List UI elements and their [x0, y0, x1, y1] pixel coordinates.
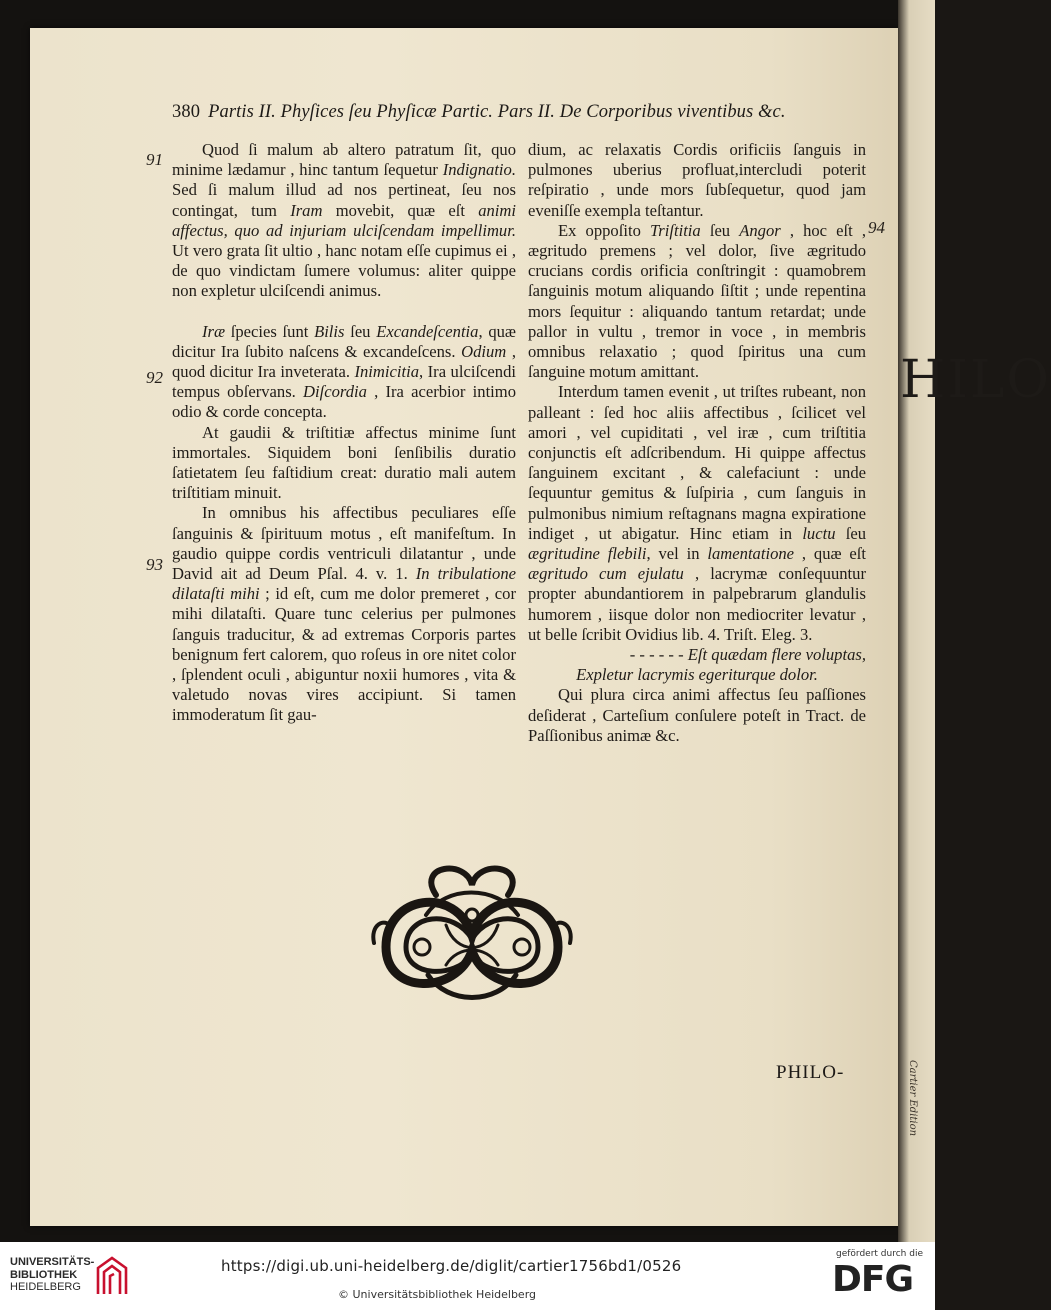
- paragraph-interdum: Interdum tamen evenit , ut triſtes rubeant, non palleant : ſed hoc aliis affectibus , ſcilicet vel amori , vel cupiditati , vel iræ , cum triſtitia conjunctis eſt adſcribendum. Hi quippe affectus ſanguinem excitant , & calefaciunt : unde ſequuntur gemitus & ſuſpiria , cum ſanguis in pulmonibus nimium reſtagnans magna expiratione indiget , ut abigatur. Hinc etiam in luctu ſeu ægritudine flebili, vel in lamentatione , quæ eſt ægritudo cum ejulatu , lacrymæ conſequuntur propter abundantiorem in palpebrarum glandulis humorem , iisque dolor non mediocriter levatur , ut belle ſcribit Ovidius lib. 4. Triſt. Eleg. 3.: [528, 382, 866, 644]
- right-column: [528, 140, 866, 746]
- copyright-text: © Universitätsbibliothek Heidelberg: [338, 1288, 537, 1301]
- ub-logo-icon[interactable]: [94, 1254, 130, 1298]
- paragraph-gaudii: At gaudii & triſtitiæ affectus minime ſunt immortales. Siquidem boni ſenſibilis duratio ſatietatem ſeu faſtidium creat: duratio mali autem triſtitiam minuit.: [172, 422, 516, 503]
- header-title: Partis II. Phyſices ſeu Phyſicæ Partic. Pars II. De Corporibus viventibus &c.: [208, 102, 786, 122]
- footer-bar: [0, 1242, 935, 1310]
- ub-logo-text[interactable]: UNIVERSITÄTS- BIBLIOTHEK HEIDELBERG: [10, 1256, 95, 1293]
- paragraph-92: Iræ ſpecies ſunt Bilis ſeu Excandeſcentia, quæ dicitur Ira ſubito naſcens & excandeſcens. Odium , quod dicitur Ira inveterata. Inimicitia, Ira ulciſcendi tempus obſervans. Diſcordia , Ira acerbior intimo odio & corde concepta.: [172, 321, 516, 422]
- facing-page-vertical-text: Cartier Edition: [907, 1060, 918, 1137]
- verse-line-1: - - - - - - Eſt quædam flere voluptas,: [629, 645, 866, 665]
- paragraph-continuation: dium, ac relaxatis Cordis orificiis ſanguis in pulmones uberius profluat,intercludi poterit reſpiratio , unde mors ſubſequetur, quod jam eveniſſe exempla teſtantur.: [528, 140, 866, 220]
- margin-number-93: 93: [146, 555, 163, 574]
- dfg-funding-note: gefördert durch die: [836, 1249, 923, 1259]
- margin-number-92: 92: [146, 368, 163, 387]
- left-column: [172, 140, 516, 726]
- permalink-url[interactable]: https://digi.ub.uni-heidelberg.de/diglit/cartier1756bd1/0526: [221, 1257, 682, 1275]
- ornament-flourish-icon: [366, 855, 578, 1013]
- paragraph-94: Ex oppoſito Triſtitia ſeu Angor , hoc eſt , ægritudo premens ; vel dolor, ſive ægritudo crucians cordis orificia conſtringit : quamobrem ſanguinis motum aliquando ſiſtit ; unde repentina mors ſequitur : aliquando tantum retardat; unde pallor in vultu , tremor in voce , in membris omnibus relaxatio ; quod ſpiritus una cum ſanguine motum amittant.: [528, 220, 866, 382]
- facing-page-word: HILO: [900, 350, 1051, 410]
- verse-line-2: Expletur lacrymis egeriturque dolor.: [576, 665, 818, 685]
- page-number: 380: [172, 102, 201, 122]
- margin-number-94: 94: [868, 218, 885, 237]
- paragraph-qui-plura: Qui plura circa animi affectus ſeu paſſiones deſiderat , Carteſium conſulere poteſt in Tract. de Paſſionibus animæ &c.: [528, 685, 866, 745]
- dfg-logo[interactable]: DFG: [832, 1259, 914, 1300]
- running-header: [172, 102, 786, 123]
- catchword: PHILO-: [776, 1062, 845, 1083]
- facing-page-edge: [898, 0, 935, 1242]
- paragraph-91: Quod ſi malum ab altero patratum ſit, quo minime lædamur , hinc tantum ſequetur Indignatio. Sed ſi malum illud ad nos pertineat, ſeu nos contingat, tum Iram movebit, quæ eſt animi affectus, quo ad injuriam ulciſcendam impellimur. Ut vero grata ſit ultio , hanc notam eſſe cupimus ei , de quo vindictam ſumere volumus: aliter quippe non expletur ulciſcendi animus.: [172, 140, 516, 301]
- paragraph-93: In omnibus his affectibus peculiares eſſe ſanguinis & ſpirituum motus , eſt manifeſtum. In gaudio quippe cordis ventriculi dilatantur , unde David ait ad Deum Pſal. 4. v. 1. In tribulatione dilataſti mihi ; id eſt, cum me dolor premeret , cor mihi dilataſti. Quare tunc celerius per pulmones ſanguis traducitur, & ad extremas Corporis partes benignum fert calorem, quo roſeus in ore nitet color , ſplendent oculi , abiguntur noxii humores , vita & valetudo novas vires accipiunt. Si tamen immoderatum ſit gau-: [172, 503, 516, 725]
- margin-number-91: 91: [146, 150, 163, 169]
